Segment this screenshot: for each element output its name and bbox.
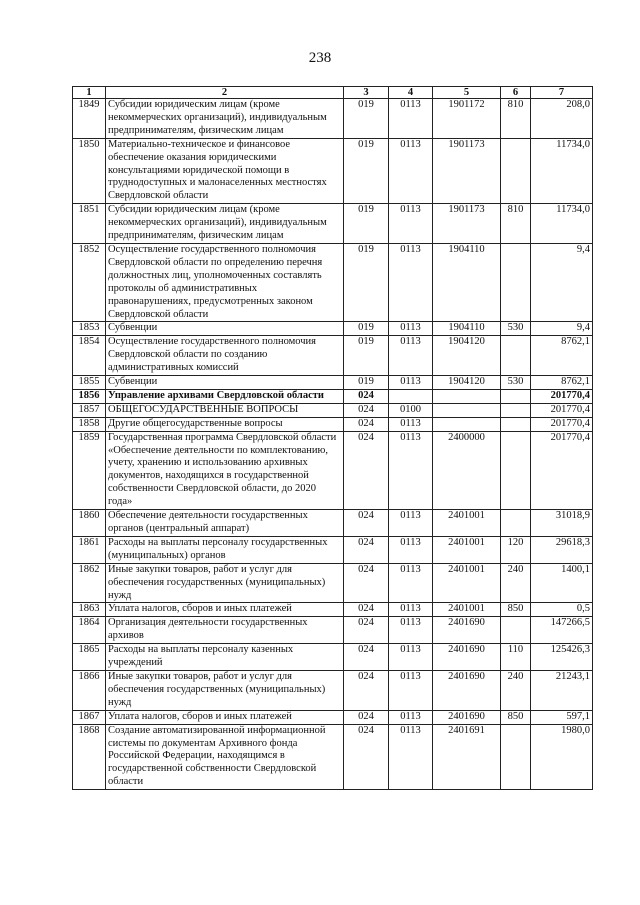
table-row (73, 510, 593, 537)
table-row (73, 243, 593, 321)
row-target-code: 2401001 (433, 536, 501, 563)
table-row (73, 403, 593, 417)
row-name: Иные закупки товаров, работ и услуг для обеспечения государственных (муниципальных) нужд (106, 670, 344, 710)
row-section-code: 0113 (389, 617, 433, 644)
row-amount: 11734,0 (531, 138, 593, 204)
row-section-code: 0113 (389, 670, 433, 710)
row-number: 1857 (73, 403, 106, 417)
row-ministry-code: 024 (344, 431, 389, 509)
row-name: Субвенции (106, 322, 344, 336)
column-header-6: 6 (501, 87, 531, 99)
table-row (73, 563, 593, 603)
row-target-code (433, 403, 501, 417)
row-ministry-code: 024 (344, 417, 389, 431)
row-ministry-code: 019 (344, 376, 389, 390)
row-amount: 9,4 (531, 322, 593, 336)
column-header-3: 3 (344, 87, 389, 99)
table-row (73, 138, 593, 204)
row-expense-type: 810 (501, 99, 531, 139)
row-name: Государственная программа Свердловской области «Обеспечение деятельности по комплектованию, учету, хранению и использованию архивных документов, находящихся в государственной собственности Свердловской области, до 2020 года» (106, 431, 344, 509)
table-row (73, 603, 593, 617)
row-ministry-code: 024 (344, 603, 389, 617)
table-header-row (73, 87, 593, 99)
row-amount: 29618,3 (531, 536, 593, 563)
table-row (73, 724, 593, 790)
row-amount: 21243,1 (531, 670, 593, 710)
row-number: 1854 (73, 336, 106, 376)
row-ministry-code: 019 (344, 99, 389, 139)
row-number: 1866 (73, 670, 106, 710)
row-target-code: 1901172 (433, 99, 501, 139)
row-section-code: 0113 (389, 603, 433, 617)
row-number: 1861 (73, 536, 106, 563)
row-expense-type: 530 (501, 322, 531, 336)
column-header-5: 5 (433, 87, 501, 99)
row-name: Материально-техническое и финансовое обеспечение оказания юридическими консультациями юридической помощи в труднодоступных и малонаселенных местностях Свердловской области (106, 138, 344, 204)
row-amount: 201770,4 (531, 431, 593, 509)
table-row (73, 617, 593, 644)
row-name: Субсидии юридическим лицам (кроме некоммерческих организаций), индивидуальным предпринимателям, физическим лицам (106, 204, 344, 244)
row-amount: 0,5 (531, 603, 593, 617)
row-ministry-code: 019 (344, 336, 389, 376)
table-body (73, 99, 593, 790)
row-ministry-code: 024 (344, 617, 389, 644)
row-name: Субвенции (106, 376, 344, 390)
row-amount: 31018,9 (531, 510, 593, 537)
row-ministry-code: 024 (344, 670, 389, 710)
row-amount: 1400,1 (531, 563, 593, 603)
column-header-7: 7 (531, 87, 593, 99)
row-number: 1851 (73, 204, 106, 244)
row-expense-type: 850 (501, 603, 531, 617)
row-target-code: 1904120 (433, 336, 501, 376)
table-row (73, 644, 593, 671)
row-section-code (389, 389, 433, 403)
row-name: Создание автоматизированной информационной системы по документам Архивного фонда Российской Федерации, находящимся в государственной собственности Свердловской области (106, 724, 344, 790)
table-row (73, 99, 593, 139)
row-section-code: 0113 (389, 138, 433, 204)
table-row (73, 417, 593, 431)
row-expense-type: 810 (501, 204, 531, 244)
row-amount: 125426,3 (531, 644, 593, 671)
row-amount: 201770,4 (531, 403, 593, 417)
row-name: Субсидии юридическим лицам (кроме некоммерческих организаций), индивидуальным предпринимателям, физическим лицам (106, 99, 344, 139)
row-section-code: 0113 (389, 431, 433, 509)
row-section-code: 0113 (389, 204, 433, 244)
row-number: 1864 (73, 617, 106, 644)
row-number: 1863 (73, 603, 106, 617)
row-section-code: 0113 (389, 322, 433, 336)
column-header-1: 1 (73, 87, 106, 99)
row-ministry-code: 019 (344, 322, 389, 336)
row-ministry-code: 024 (344, 536, 389, 563)
row-number: 1850 (73, 138, 106, 204)
row-number: 1862 (73, 563, 106, 603)
row-name: Уплата налогов, сборов и иных платежей (106, 603, 344, 617)
row-expense-type: 530 (501, 376, 531, 390)
row-section-code: 0113 (389, 536, 433, 563)
row-number: 1867 (73, 710, 106, 724)
row-name: Организация деятельности государственных архивов (106, 617, 344, 644)
table-row (73, 376, 593, 390)
row-amount: 8762,1 (531, 336, 593, 376)
row-target-code: 2401001 (433, 563, 501, 603)
row-number: 1849 (73, 99, 106, 139)
row-section-code: 0113 (389, 563, 433, 603)
row-number: 1858 (73, 417, 106, 431)
row-target-code: 1904110 (433, 243, 501, 321)
row-target-code: 2401001 (433, 603, 501, 617)
row-amount: 201770,4 (531, 417, 593, 431)
row-target-code (433, 389, 501, 403)
row-target-code: 2400000 (433, 431, 501, 509)
row-amount: 8762,1 (531, 376, 593, 390)
row-expense-type (501, 336, 531, 376)
table-row (73, 322, 593, 336)
row-name: Расходы на выплаты персоналу казенных учреждений (106, 644, 344, 671)
row-target-code: 2401690 (433, 710, 501, 724)
row-name: Управление архивами Свердловской области (106, 389, 344, 403)
row-ministry-code: 024 (344, 710, 389, 724)
row-target-code: 2401690 (433, 644, 501, 671)
row-expense-type: 110 (501, 644, 531, 671)
row-ministry-code: 024 (344, 724, 389, 790)
row-name: Осуществление государственного полномочия Свердловской области по определению перечня должностных лиц, уполномоченных составлять протоколы об административных правонарушениях, предусмотренных законом Свердловской области (106, 243, 344, 321)
row-section-code: 0100 (389, 403, 433, 417)
row-ministry-code: 019 (344, 204, 389, 244)
row-number: 1853 (73, 322, 106, 336)
row-number: 1852 (73, 243, 106, 321)
row-amount: 11734,0 (531, 204, 593, 244)
table-row (73, 389, 593, 403)
row-ministry-code: 019 (344, 243, 389, 321)
row-expense-type: 240 (501, 670, 531, 710)
row-expense-type (501, 510, 531, 537)
row-expense-type: 120 (501, 536, 531, 563)
row-name: Иные закупки товаров, работ и услуг для обеспечения государственных (муниципальных) нужд (106, 563, 344, 603)
row-number: 1860 (73, 510, 106, 537)
row-section-code: 0113 (389, 99, 433, 139)
row-expense-type (501, 138, 531, 204)
row-expense-type (501, 417, 531, 431)
row-expense-type: 240 (501, 563, 531, 603)
row-section-code: 0113 (389, 417, 433, 431)
row-section-code: 0113 (389, 336, 433, 376)
row-target-code: 1901173 (433, 138, 501, 204)
row-expense-type (501, 243, 531, 321)
row-target-code: 2401691 (433, 724, 501, 790)
row-number: 1856 (73, 389, 106, 403)
row-expense-type (501, 431, 531, 509)
row-ministry-code: 024 (344, 563, 389, 603)
row-ministry-code: 024 (344, 403, 389, 417)
row-expense-type: 850 (501, 710, 531, 724)
row-amount: 597,1 (531, 710, 593, 724)
row-target-code: 1904110 (433, 322, 501, 336)
row-ministry-code: 024 (344, 644, 389, 671)
column-header-2: 2 (106, 87, 344, 99)
row-number: 1865 (73, 644, 106, 671)
row-expense-type (501, 617, 531, 644)
row-name: Уплата налогов, сборов и иных платежей (106, 710, 344, 724)
row-name: Осуществление государственного полномочия Свердловской области по созданию административных комиссий (106, 336, 344, 376)
row-name: Другие общегосударственные вопросы (106, 417, 344, 431)
row-ministry-code: 024 (344, 389, 389, 403)
row-section-code: 0113 (389, 724, 433, 790)
row-ministry-code: 019 (344, 138, 389, 204)
row-amount: 1980,0 (531, 724, 593, 790)
row-number: 1859 (73, 431, 106, 509)
row-expense-type (501, 389, 531, 403)
row-section-code: 0113 (389, 644, 433, 671)
row-expense-type (501, 724, 531, 790)
row-target-code: 2401690 (433, 670, 501, 710)
row-ministry-code: 024 (344, 510, 389, 537)
row-number: 1855 (73, 376, 106, 390)
row-name: Расходы на выплаты персоналу государственных (муниципальных) органов (106, 536, 344, 563)
table-row (73, 670, 593, 710)
page-number: 238 (308, 50, 332, 66)
row-target-code (433, 417, 501, 431)
row-target-code: 2401690 (433, 617, 501, 644)
row-section-code: 0113 (389, 710, 433, 724)
row-target-code: 1904120 (433, 376, 501, 390)
row-amount: 9,4 (531, 243, 593, 321)
row-expense-type (501, 403, 531, 417)
row-amount: 147266,5 (531, 617, 593, 644)
row-name: ОБЩЕГОСУДАРСТВЕННЫЕ ВОПРОСЫ (106, 403, 344, 417)
row-name: Обеспечение деятельности государственных органов (центральный аппарат) (106, 510, 344, 537)
row-amount: 201770,4 (531, 389, 593, 403)
row-amount: 208,0 (531, 99, 593, 139)
table-row (73, 431, 593, 509)
column-header-4: 4 (389, 87, 433, 99)
row-number: 1868 (73, 724, 106, 790)
row-target-code: 1901173 (433, 204, 501, 244)
row-section-code: 0113 (389, 510, 433, 537)
budget-table (72, 86, 593, 790)
table-row (73, 536, 593, 563)
table-row (73, 204, 593, 244)
row-section-code: 0113 (389, 243, 433, 321)
table-row (73, 336, 593, 376)
row-target-code: 2401001 (433, 510, 501, 537)
table-row (73, 710, 593, 724)
row-section-code: 0113 (389, 376, 433, 390)
